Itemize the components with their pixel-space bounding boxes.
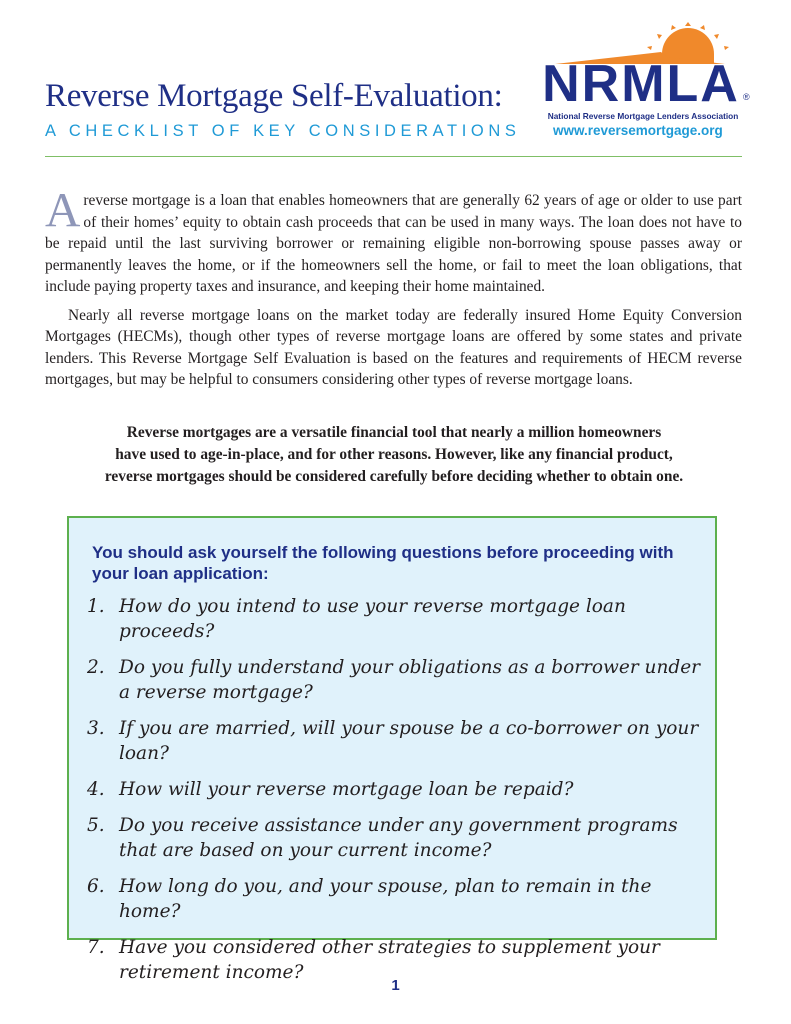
- question-text: Do you receive assistance under any government programs that are based on your current income?: [119, 815, 678, 861]
- question-item-4: [87, 777, 707, 802]
- emphasis-line: reverse mortgages should be considered carefully before deciding whether to obtain one.: [104, 468, 684, 485]
- registered-mark: ®: [743, 92, 750, 102]
- logo-tagline: National Reverse Mortgage Lenders Association: [547, 111, 739, 121]
- question-number: 7.: [87, 937, 105, 958]
- intro-paragraph-1-text: reverse mortgage is a loan that enables homeowners that are generally 62 years of age or older to use part of their homes’ equity to obtain cash proceeds that can be used in many ways. The loan does not have to be repaid until the last surviving borrower or remaining eligible non-borrowing spouse passes away or permanently leaves the home, or if the homeowners sell the home, or fail to meet the loan obligations, that include paying property taxes and insurance, and keeping their home maintained.: [45, 192, 742, 295]
- page-number: 1: [391, 977, 400, 994]
- question-number: 2.: [87, 657, 105, 678]
- question-number: 4.: [87, 779, 105, 800]
- question-text: How will your reverse mortgage loan be repaid?: [119, 779, 574, 800]
- question-text: Have you considered other strategies to supplement your retirement income?: [119, 937, 660, 983]
- question-number: 3.: [87, 718, 105, 739]
- question-item-5: [87, 813, 707, 863]
- question-number: 6.: [87, 876, 105, 897]
- nrmla-logo: [535, 22, 755, 122]
- emphasis-line: have used to age-in-place, and for other reasons. However, like any financial product,: [115, 446, 673, 463]
- emphasis-line: Reverse mortgages are a versatile financial tool that nearly a million homeowners: [126, 424, 662, 441]
- question-text: How do you intend to use your reverse mortgage loan proceeds?: [119, 596, 626, 642]
- document-subtitle: A CHECKLIST OF KEY CONSIDERATIONS: [45, 122, 521, 140]
- emphasis-statement: [70, 422, 718, 488]
- questions-list: [87, 594, 707, 996]
- question-text: How long do you, and your spouse, plan to remain in the home?: [119, 876, 652, 922]
- questions-heading: You should ask yourself the following questions before proceeding with your loan application:: [92, 543, 674, 583]
- intro-paragraph-1: [45, 182, 742, 298]
- logo-wordmark: NRMLA: [542, 55, 740, 113]
- question-item-1: [87, 594, 707, 644]
- question-number: 5.: [87, 815, 105, 836]
- question-item-3: [87, 716, 707, 766]
- question-text: If you are married, will your spouse be a co-borrower on your loan?: [119, 718, 699, 764]
- document-title: Reverse Mortgage Self-Evaluation:: [45, 78, 503, 114]
- drop-cap: A: [45, 182, 81, 237]
- questions-box: [67, 516, 717, 983]
- intro-section: [45, 182, 742, 398]
- question-number: 1.: [87, 596, 105, 617]
- question-item-2: [87, 655, 707, 705]
- header-divider: [45, 156, 742, 157]
- website-link[interactable]: www.reversemortgage.org: [553, 123, 723, 138]
- question-text: Do you fully understand your obligations as a borrower under a reverse mortgage?: [119, 657, 701, 703]
- intro-paragraph-2: Nearly all reverse mortgage loans on the market today are federally insured Home Equity Conversion Mortgages (HECMs), though other types of reverse mortgage loans are offered by some states and private lenders. This Reverse Mortgage Self Evaluation is based on the features and requirements of HECM reverse mortgages, but may be helpful to consumers considering other types of reverse mortgage loans.: [45, 306, 742, 388]
- question-item-6: [87, 874, 707, 924]
